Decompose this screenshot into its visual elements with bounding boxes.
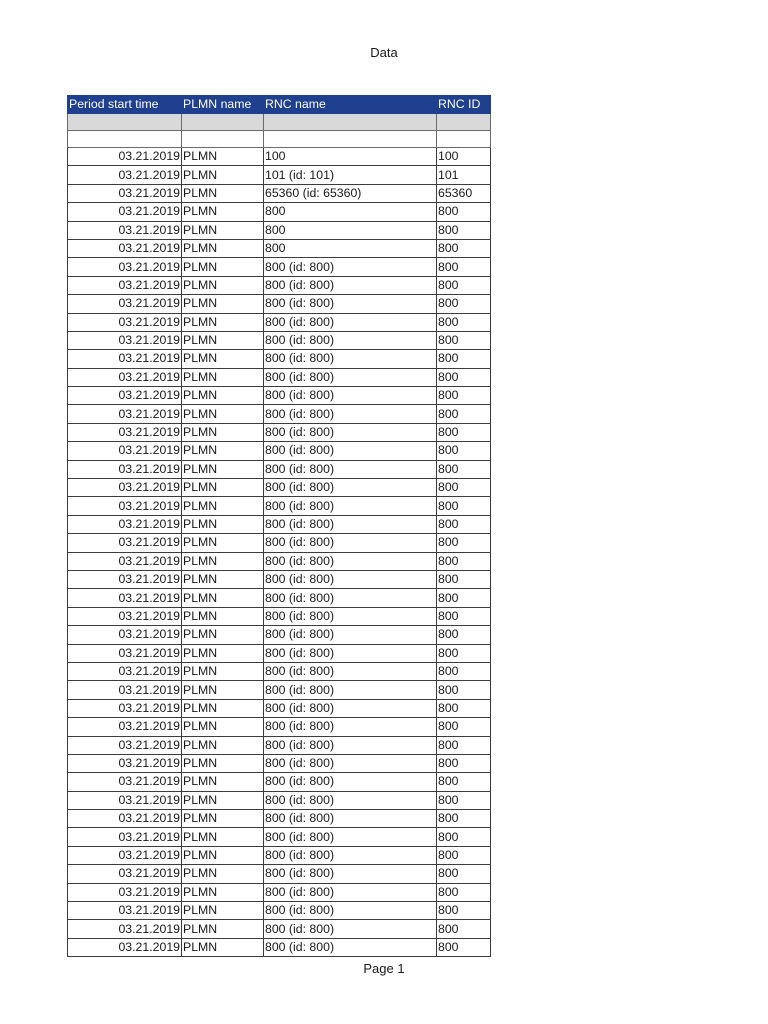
table-row [68, 810, 491, 828]
cell-rnc-id[interactable]: 800 [437, 423, 491, 441]
cell-plmn-name[interactable]: PLMN [182, 718, 264, 736]
table-row [68, 736, 491, 754]
cell-rnc-id[interactable]: 800 [437, 589, 491, 607]
cell-rnc-name[interactable]: 800 (id: 800) [264, 313, 437, 331]
cell-rnc-id[interactable]: 101 [437, 166, 491, 184]
cell-period-start-time[interactable]: 03.21.2019 [68, 644, 182, 662]
cell-plmn-name[interactable]: PLMN [182, 203, 264, 221]
cell-rnc-id[interactable]: 800 [437, 754, 491, 772]
cell-rnc-name[interactable]: 800 [264, 239, 437, 257]
cell-rnc-name[interactable]: 800 (id: 800) [264, 442, 437, 460]
cell-period-start-time[interactable]: 03.21.2019 [68, 699, 182, 717]
cell-rnc-name[interactable]: 800 (id: 800) [264, 846, 437, 864]
cell-plmn-name[interactable]: PLMN [182, 754, 264, 772]
cell-rnc-id[interactable]: 800 [437, 681, 491, 699]
cell-period-start-time[interactable]: 03.21.2019 [68, 479, 182, 497]
cell-period-start-time[interactable]: 03.21.2019 [68, 166, 182, 184]
filter-cell [182, 114, 264, 131]
cell-rnc-id[interactable]: 800 [437, 239, 491, 257]
cell-rnc-name[interactable]: 800 (id: 800) [264, 828, 437, 846]
cell-rnc-name[interactable]: 800 (id: 800) [264, 570, 437, 588]
cell-rnc-id[interactable]: 800 [437, 350, 491, 368]
blank-row [68, 131, 491, 148]
cell-period-start-time[interactable]: 03.21.2019 [68, 920, 182, 938]
cell-rnc-name[interactable]: 800 (id: 800) [264, 515, 437, 533]
cell-plmn-name[interactable]: PLMN [182, 791, 264, 809]
cell-period-start-time[interactable]: 03.21.2019 [68, 589, 182, 607]
cell-rnc-name[interactable]: 800 (id: 800) [264, 644, 437, 662]
cell-plmn-name[interactable]: PLMN [182, 423, 264, 441]
cell-rnc-id[interactable]: 800 [437, 920, 491, 938]
column-header-period-start-time[interactable]: Period start time [68, 96, 182, 114]
cell-plmn-name[interactable]: PLMN [182, 258, 264, 276]
cell-rnc-name[interactable]: 800 (id: 800) [264, 350, 437, 368]
cell-plmn-name[interactable]: PLMN [182, 184, 264, 202]
cell-period-start-time[interactable]: 03.21.2019 [68, 239, 182, 257]
cell-period-start-time[interactable]: 03.21.2019 [68, 423, 182, 441]
cell-rnc-name[interactable]: 101 (id: 101) [264, 166, 437, 184]
cell-plmn-name[interactable]: PLMN [182, 368, 264, 386]
cell-plmn-name[interactable]: PLMN [182, 497, 264, 515]
cell-plmn-name[interactable]: PLMN [182, 442, 264, 460]
cell-plmn-name[interactable]: PLMN [182, 920, 264, 938]
cell-rnc-id[interactable]: 800 [437, 203, 491, 221]
cell-rnc-name[interactable]: 800 (id: 800) [264, 589, 437, 607]
cell-plmn-name[interactable]: PLMN [182, 166, 264, 184]
table-row [68, 442, 491, 460]
cell-rnc-name[interactable]: 800 (id: 800) [264, 258, 437, 276]
table-row [68, 350, 491, 368]
page-title: Data [370, 45, 398, 60]
cell-rnc-id[interactable]: 800 [437, 331, 491, 349]
cell-rnc-id[interactable]: 800 [437, 276, 491, 294]
cell-plmn-name[interactable]: PLMN [182, 607, 264, 625]
cell-plmn-name[interactable]: PLMN [182, 313, 264, 331]
cell-rnc-id[interactable]: 800 [437, 736, 491, 754]
table-row [68, 589, 491, 607]
cell-rnc-name[interactable]: 800 (id: 800) [264, 865, 437, 883]
cell-rnc-id[interactable]: 800 [437, 534, 491, 552]
cell-rnc-id[interactable]: 800 [437, 902, 491, 920]
cell-rnc-id[interactable]: 800 [437, 405, 491, 423]
cell-rnc-id[interactable]: 800 [437, 791, 491, 809]
cell-period-start-time[interactable]: 03.21.2019 [68, 515, 182, 533]
cell-rnc-id[interactable]: 800 [437, 368, 491, 386]
column-header-rnc-id[interactable]: RNC ID [437, 96, 491, 114]
cell-period-start-time[interactable]: 03.21.2019 [68, 534, 182, 552]
cell-rnc-id[interactable]: 800 [437, 295, 491, 313]
cell-period-start-time[interactable]: 03.21.2019 [68, 221, 182, 239]
table-row [68, 828, 491, 846]
table-row [68, 405, 491, 423]
blank-cell [437, 131, 491, 148]
cell-period-start-time[interactable]: 03.21.2019 [68, 681, 182, 699]
cell-rnc-name[interactable]: 800 (id: 800) [264, 368, 437, 386]
cell-rnc-name[interactable]: 800 (id: 800) [264, 773, 437, 791]
cell-plmn-name[interactable]: PLMN [182, 736, 264, 754]
table-row [68, 479, 491, 497]
cell-rnc-id[interactable]: 800 [437, 221, 491, 239]
cell-rnc-id[interactable]: 800 [437, 718, 491, 736]
cell-plmn-name[interactable]: PLMN [182, 295, 264, 313]
filter-cell [264, 114, 437, 131]
cell-rnc-id[interactable]: 800 [437, 773, 491, 791]
cell-period-start-time[interactable]: 03.21.2019 [68, 295, 182, 313]
cell-rnc-name[interactable]: 800 (id: 800) [264, 552, 437, 570]
cell-period-start-time[interactable]: 03.21.2019 [68, 276, 182, 294]
cell-period-start-time[interactable]: 03.21.2019 [68, 828, 182, 846]
cell-rnc-name[interactable]: 800 (id: 800) [264, 405, 437, 423]
table-row [68, 387, 491, 405]
table-row [68, 423, 491, 441]
cell-period-start-time[interactable]: 03.21.2019 [68, 442, 182, 460]
cell-period-start-time[interactable]: 03.21.2019 [68, 148, 182, 166]
table-row [68, 331, 491, 349]
header-row [68, 96, 491, 114]
cell-rnc-name[interactable]: 800 [264, 221, 437, 239]
table-row [68, 662, 491, 680]
cell-period-start-time[interactable]: 03.21.2019 [68, 368, 182, 386]
table-row [68, 460, 491, 478]
cell-plmn-name[interactable]: PLMN [182, 534, 264, 552]
cell-plmn-name[interactable]: PLMN [182, 938, 264, 956]
table-row [68, 497, 491, 515]
cell-plmn-name[interactable]: PLMN [182, 773, 264, 791]
cell-rnc-name[interactable]: 800 (id: 800) [264, 920, 437, 938]
blank-cell [264, 131, 437, 148]
cell-period-start-time[interactable]: 03.21.2019 [68, 810, 182, 828]
cell-rnc-name[interactable]: 800 (id: 800) [264, 662, 437, 680]
cell-period-start-time[interactable]: 03.21.2019 [68, 662, 182, 680]
cell-rnc-name[interactable]: 800 (id: 800) [264, 497, 437, 515]
cell-plmn-name[interactable]: PLMN [182, 350, 264, 368]
cell-rnc-name[interactable]: 800 (id: 800) [264, 938, 437, 956]
cell-rnc-name[interactable]: 800 (id: 800) [264, 534, 437, 552]
cell-rnc-name[interactable]: 800 (id: 800) [264, 902, 437, 920]
cell-plmn-name[interactable]: PLMN [182, 221, 264, 239]
table-header [68, 96, 491, 148]
table-row [68, 258, 491, 276]
cell-rnc-name[interactable]: 800 (id: 800) [264, 276, 437, 294]
table-row [68, 239, 491, 257]
cell-rnc-name[interactable]: 800 (id: 800) [264, 718, 437, 736]
cell-rnc-id[interactable]: 800 [437, 442, 491, 460]
cell-rnc-name[interactable]: 800 (id: 800) [264, 810, 437, 828]
cell-rnc-id[interactable]: 100 [437, 148, 491, 166]
cell-rnc-name[interactable]: 800 (id: 800) [264, 791, 437, 809]
cell-rnc-id[interactable]: 800 [437, 515, 491, 533]
cell-rnc-name[interactable]: 65360 (id: 65360) [264, 184, 437, 202]
cell-rnc-id[interactable]: 800 [437, 828, 491, 846]
cell-plmn-name[interactable]: PLMN [182, 387, 264, 405]
table-row [68, 203, 491, 221]
cell-period-start-time[interactable]: 03.21.2019 [68, 718, 182, 736]
table-row [68, 570, 491, 588]
table-row [68, 534, 491, 552]
table-row [68, 938, 491, 956]
table-row [68, 515, 491, 533]
cell-period-start-time[interactable]: 03.21.2019 [68, 313, 182, 331]
cell-rnc-id[interactable]: 800 [437, 865, 491, 883]
table-row [68, 644, 491, 662]
cell-period-start-time[interactable]: 03.21.2019 [68, 460, 182, 478]
cell-rnc-id[interactable]: 800 [437, 662, 491, 680]
cell-rnc-id[interactable]: 800 [437, 644, 491, 662]
cell-rnc-name[interactable]: 800 (id: 800) [264, 681, 437, 699]
cell-rnc-name[interactable]: 800 (id: 800) [264, 883, 437, 901]
cell-rnc-id[interactable]: 800 [437, 497, 491, 515]
cell-plmn-name[interactable]: PLMN [182, 331, 264, 349]
table-row [68, 902, 491, 920]
column-header-rnc-name[interactable]: RNC name [264, 96, 437, 114]
cell-period-start-time[interactable]: 03.21.2019 [68, 258, 182, 276]
cell-period-start-time[interactable]: 03.21.2019 [68, 497, 182, 515]
column-header-plmn-name[interactable]: PLMN name [182, 96, 264, 114]
cell-rnc-id[interactable]: 65360 [437, 184, 491, 202]
cell-plmn-name[interactable]: PLMN [182, 552, 264, 570]
cell-period-start-time[interactable]: 03.21.2019 [68, 331, 182, 349]
cell-period-start-time[interactable]: 03.21.2019 [68, 938, 182, 956]
cell-period-start-time[interactable]: 03.21.2019 [68, 865, 182, 883]
table-row [68, 607, 491, 625]
cell-period-start-time[interactable]: 03.21.2019 [68, 570, 182, 588]
cell-rnc-id[interactable]: 800 [437, 938, 491, 956]
cell-rnc-name[interactable]: 800 (id: 800) [264, 754, 437, 772]
table-row [68, 368, 491, 386]
cell-rnc-name[interactable]: 800 (id: 800) [264, 387, 437, 405]
cell-plmn-name[interactable]: PLMN [182, 865, 264, 883]
cell-rnc-id[interactable]: 800 [437, 810, 491, 828]
table-row [68, 681, 491, 699]
table-row [68, 148, 491, 166]
cell-rnc-id[interactable]: 800 [437, 699, 491, 717]
cell-period-start-time[interactable]: 03.21.2019 [68, 791, 182, 809]
cell-period-start-time[interactable]: 03.21.2019 [68, 626, 182, 644]
table-row [68, 773, 491, 791]
cell-plmn-name[interactable]: PLMN [182, 810, 264, 828]
cell-plmn-name[interactable]: PLMN [182, 626, 264, 644]
cell-rnc-name[interactable]: 800 (id: 800) [264, 736, 437, 754]
filter-row [68, 114, 491, 131]
cell-rnc-id[interactable]: 800 [437, 460, 491, 478]
cell-plmn-name[interactable]: PLMN [182, 589, 264, 607]
cell-period-start-time[interactable]: 03.21.2019 [68, 883, 182, 901]
cell-plmn-name[interactable]: PLMN [182, 902, 264, 920]
cell-plmn-name[interactable]: PLMN [182, 828, 264, 846]
cell-period-start-time[interactable]: 03.21.2019 [68, 846, 182, 864]
table-row [68, 552, 491, 570]
cell-period-start-time[interactable]: 03.21.2019 [68, 552, 182, 570]
cell-rnc-name[interactable]: 100 [264, 148, 437, 166]
cell-rnc-name[interactable]: 800 (id: 800) [264, 460, 437, 478]
cell-rnc-id[interactable]: 800 [437, 552, 491, 570]
cell-plmn-name[interactable]: PLMN [182, 699, 264, 717]
table-row [68, 221, 491, 239]
cell-rnc-id[interactable]: 800 [437, 258, 491, 276]
cell-plmn-name[interactable]: PLMN [182, 662, 264, 680]
data-table [67, 95, 491, 957]
cell-rnc-id[interactable]: 800 [437, 313, 491, 331]
cell-plmn-name[interactable]: PLMN [182, 515, 264, 533]
table-row [68, 846, 491, 864]
cell-rnc-id[interactable]: 800 [437, 570, 491, 588]
cell-rnc-name[interactable]: 800 (id: 800) [264, 295, 437, 313]
cell-plmn-name[interactable]: PLMN [182, 644, 264, 662]
cell-period-start-time[interactable]: 03.21.2019 [68, 405, 182, 423]
cell-plmn-name[interactable]: PLMN [182, 405, 264, 423]
table-row [68, 718, 491, 736]
table-row [68, 184, 491, 202]
cell-period-start-time[interactable]: 03.21.2019 [68, 902, 182, 920]
cell-period-start-time[interactable]: 03.21.2019 [68, 350, 182, 368]
filter-cell [68, 114, 182, 131]
cell-rnc-id[interactable]: 800 [437, 883, 491, 901]
cell-period-start-time[interactable]: 03.21.2019 [68, 754, 182, 772]
cell-plmn-name[interactable]: PLMN [182, 570, 264, 588]
cell-plmn-name[interactable]: PLMN [182, 883, 264, 901]
table-row [68, 883, 491, 901]
cell-rnc-id[interactable]: 800 [437, 607, 491, 625]
cell-rnc-name[interactable]: 800 (id: 800) [264, 423, 437, 441]
cell-plmn-name[interactable]: PLMN [182, 276, 264, 294]
cell-plmn-name[interactable]: PLMN [182, 479, 264, 497]
cell-rnc-name[interactable]: 800 (id: 800) [264, 626, 437, 644]
cell-plmn-name[interactable]: PLMN [182, 148, 264, 166]
cell-plmn-name[interactable]: PLMN [182, 846, 264, 864]
table-body [68, 148, 491, 957]
cell-rnc-name[interactable]: 800 (id: 800) [264, 331, 437, 349]
cell-rnc-id[interactable]: 800 [437, 846, 491, 864]
table-row [68, 699, 491, 717]
table-row [68, 791, 491, 809]
table-row [68, 166, 491, 184]
table-row [68, 313, 491, 331]
table-row [68, 276, 491, 294]
cell-rnc-id[interactable]: 800 [437, 626, 491, 644]
cell-period-start-time[interactable]: 03.21.2019 [68, 773, 182, 791]
table-row [68, 754, 491, 772]
cell-plmn-name[interactable]: PLMN [182, 239, 264, 257]
cell-period-start-time[interactable]: 03.21.2019 [68, 387, 182, 405]
table-row [68, 865, 491, 883]
cell-rnc-name[interactable]: 800 (id: 800) [264, 479, 437, 497]
cell-period-start-time[interactable]: 03.21.2019 [68, 203, 182, 221]
cell-rnc-name[interactable]: 800 [264, 203, 437, 221]
cell-rnc-name[interactable]: 800 (id: 800) [264, 699, 437, 717]
cell-period-start-time[interactable]: 03.21.2019 [68, 736, 182, 754]
blank-cell [182, 131, 264, 148]
cell-rnc-name[interactable]: 800 (id: 800) [264, 607, 437, 625]
cell-plmn-name[interactable]: PLMN [182, 681, 264, 699]
table-row [68, 920, 491, 938]
cell-period-start-time[interactable]: 03.21.2019 [68, 607, 182, 625]
blank-cell [68, 131, 182, 148]
table-row [68, 295, 491, 313]
page-footer: Page 1 [363, 961, 405, 976]
cell-period-start-time[interactable]: 03.21.2019 [68, 184, 182, 202]
table-row [68, 626, 491, 644]
cell-plmn-name[interactable]: PLMN [182, 460, 264, 478]
cell-rnc-id[interactable]: 800 [437, 479, 491, 497]
cell-rnc-id[interactable]: 800 [437, 387, 491, 405]
filter-cell [437, 114, 491, 131]
